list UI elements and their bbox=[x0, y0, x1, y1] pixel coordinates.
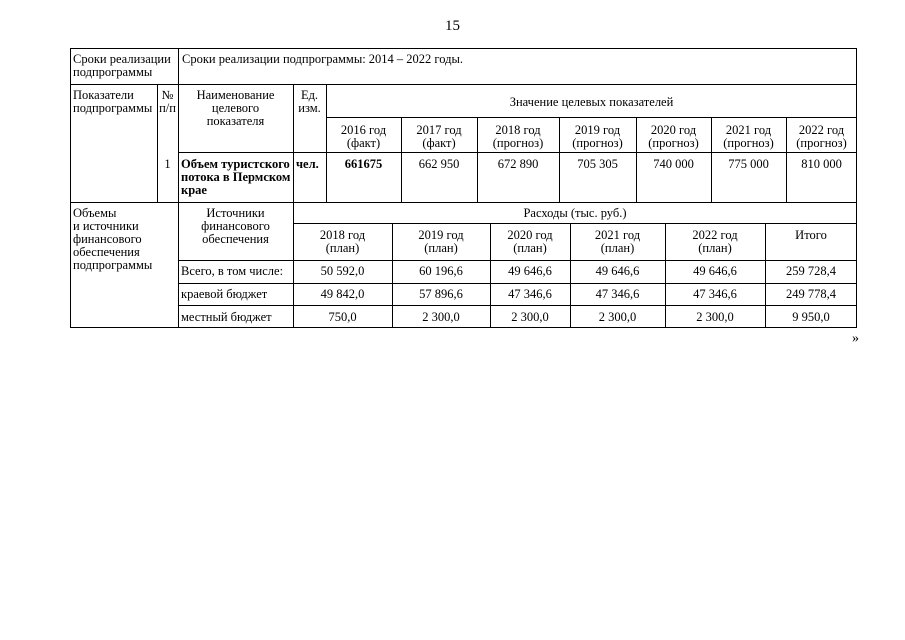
year-2018-note: (прогноз) bbox=[492, 136, 544, 150]
finance-row-regional-2019: 57 896,6 bbox=[419, 287, 463, 301]
finance-row-regional-sum: 249 778,4 bbox=[786, 287, 836, 301]
finance-row-total-2021: 49 646,6 bbox=[595, 264, 640, 278]
year-2017: 2017 год bbox=[416, 123, 462, 137]
indicator-unit: чел. bbox=[296, 157, 319, 171]
finance-row-local-source: местный бюджет bbox=[181, 310, 272, 324]
finance-row-total-2018: 50 592,0 bbox=[320, 264, 365, 278]
year-2019-note: (прогноз) bbox=[572, 136, 623, 150]
finance-row-regional-2020: 47 346,6 bbox=[508, 287, 552, 301]
finance-label-line1: Объемы bbox=[73, 206, 117, 220]
plan-2022: 2022 год bbox=[692, 228, 738, 242]
col-num-header-1: № bbox=[161, 88, 174, 102]
plan-2020: 2020 год bbox=[507, 228, 553, 242]
rule-finance-row2 bbox=[178, 305, 857, 306]
plan-2021-note: (план) bbox=[600, 241, 635, 255]
indicator-name-line2: потока в Пермском bbox=[181, 170, 291, 184]
finance-row-regional-2021: 47 346,6 bbox=[595, 287, 640, 301]
expenses-header: Расходы (тыс. руб.) bbox=[523, 206, 627, 220]
finance-row-local-2021: 2 300,0 bbox=[598, 310, 637, 324]
plan-2018-note: (план) bbox=[325, 241, 360, 255]
col-name-header-2: целевого bbox=[211, 101, 260, 115]
finance-row-regional-2022: 47 346,6 bbox=[693, 287, 737, 301]
finance-row-regional-source: краевой бюджет bbox=[181, 287, 268, 301]
finance-label-line3: финансового bbox=[73, 232, 142, 246]
values-header: Значение целевых показателей bbox=[509, 95, 674, 109]
year-2017-note: (факт) bbox=[422, 136, 456, 150]
period-label-line2: подпрограммы bbox=[73, 65, 153, 79]
year-2016-note: (факт) bbox=[346, 136, 381, 150]
rule-finance-header bbox=[178, 260, 857, 261]
rule-values-header bbox=[326, 117, 857, 118]
indicator-value-2017: 662 950 bbox=[418, 157, 460, 171]
finance-label-line4: обеспечения bbox=[73, 245, 140, 259]
plan-2019: 2019 год bbox=[418, 228, 464, 242]
col-unit-header-2: изм. bbox=[298, 101, 321, 115]
closing-quote: » bbox=[852, 331, 859, 346]
indicator-value-2019: 705 305 bbox=[577, 157, 618, 171]
finance-row-local-sum: 9 950,0 bbox=[792, 310, 830, 324]
year-2022-note: (прогноз) bbox=[796, 136, 847, 150]
col-name-header-3: показателя bbox=[206, 114, 265, 128]
finance-row-local-2019: 2 300,0 bbox=[422, 310, 460, 324]
rule-expenses-header bbox=[293, 223, 857, 224]
finance-row-total-sum: 259 728,4 bbox=[786, 264, 836, 278]
period-label-line1: Сроки реализации bbox=[73, 52, 171, 66]
rule-period-bottom bbox=[70, 84, 857, 85]
col-name-header-1: Наименование bbox=[196, 88, 275, 102]
plan-2019-note: (план) bbox=[424, 241, 458, 255]
plan-2018: 2018 год bbox=[319, 228, 366, 242]
indicator-name-line1: Объем туристского bbox=[181, 157, 290, 171]
year-2020-note: (прогноз) bbox=[648, 136, 699, 150]
finance-row-local-2020: 2 300,0 bbox=[511, 310, 549, 324]
year-2019: 2019 год bbox=[574, 123, 621, 137]
col-num-header-2: п/п bbox=[159, 101, 176, 115]
indicator-value-2022: 810 000 bbox=[801, 157, 842, 171]
total-header: Итого bbox=[795, 228, 827, 242]
finance-row-total-2022: 49 646,6 bbox=[693, 264, 737, 278]
indicator-value-2020: 740 000 bbox=[653, 157, 694, 171]
year-2022: 2022 год bbox=[798, 123, 845, 137]
year-2016: 2016 год bbox=[340, 123, 387, 137]
finance-label-line2: и источники bbox=[73, 219, 139, 233]
finance-row-local-2022: 2 300,0 bbox=[696, 310, 734, 324]
indicator-value-2018: 672 890 bbox=[497, 157, 539, 171]
indicator-value-2016: 661675 bbox=[344, 157, 383, 171]
year-2021: 2021 год bbox=[725, 123, 772, 137]
col-unit-header-1: Ед. bbox=[300, 88, 319, 102]
indicator-value-2021: 775 000 bbox=[728, 157, 769, 171]
rule-finance-row1 bbox=[178, 283, 857, 284]
page-number: 15 bbox=[445, 18, 460, 34]
finance-row-local-2018: 750,0 bbox=[328, 310, 357, 324]
finance-label-line5: подпрограммы bbox=[73, 258, 153, 272]
year-2021-note: (прогноз) bbox=[723, 136, 774, 150]
finance-row-total-source: Всего, в том числе: bbox=[181, 264, 284, 278]
rule-indicators-bottom bbox=[70, 202, 857, 203]
plan-2021: 2021 год bbox=[594, 228, 641, 242]
indicator-row-num: 1 bbox=[164, 157, 171, 171]
sources-header-3: обеспечения bbox=[202, 232, 269, 246]
plan-2022-note: (план) bbox=[698, 241, 732, 255]
indicators-label: Показатели подпрограммы bbox=[73, 88, 153, 115]
rule-indicator-header bbox=[178, 152, 857, 153]
sources-header-1: Источники bbox=[206, 206, 265, 220]
finance-row-regional-2018: 49 842,0 bbox=[320, 287, 365, 301]
finance-row-total-2020: 49 646,6 bbox=[508, 264, 552, 278]
plan-2020-note: (план) bbox=[513, 241, 547, 255]
finance-row-total-2019: 60 196,6 bbox=[419, 264, 463, 278]
sources-header-2: финансового bbox=[201, 219, 270, 233]
period-value: Сроки реализации подпрограммы: 2014 – 2022 годы. bbox=[182, 52, 464, 66]
indicator-name-line3: крае bbox=[181, 183, 207, 197]
year-2018: 2018 год bbox=[495, 123, 541, 137]
year-2020: 2020 год bbox=[650, 123, 697, 137]
